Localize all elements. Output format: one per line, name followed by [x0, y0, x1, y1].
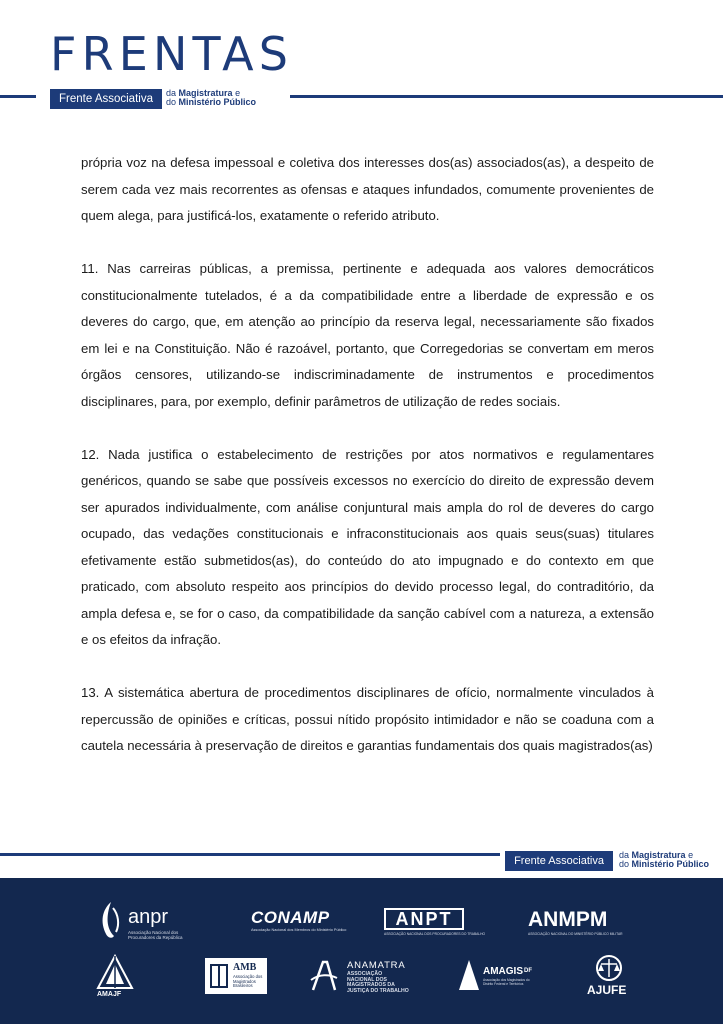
header-badge-label: Frente Associativa — [59, 93, 153, 105]
amajf-emblem-icon — [94, 954, 136, 992]
header-sub-e: e — [235, 88, 241, 98]
paragraph-13: 13. A sistemática abertura de procedimentos disciplinares de ofício, normalmente vinculados à repercussão de opiniões e críticas, possui nítido propósito intimidador e não se coaduna com a cautela necessária à preservação de direitos e garantias fundamentais dos quais magistrados(as) — [81, 685, 654, 753]
conamp-name: CONAMP — [251, 908, 330, 927]
anpr-logo — [98, 900, 193, 944]
anmpm-logo — [528, 908, 633, 938]
anamatra-tag: ASSOCIAÇÃO NACIONAL DOS MAGISTRADOS DA JUSTIÇA DO TRABALHO — [347, 971, 409, 995]
header-sub-magistratura: Magistratura — [178, 88, 233, 98]
footer-sub-magistratura: Magistratura — [631, 850, 686, 860]
anpr-name: anpr — [128, 906, 169, 928]
paragraph-11: 11. Nas carreiras públicas, a premissa, pertinente e adequada aos valores democráticos constitucionalmente tutelados, é a da compatibilidade entre a liberdade de expressão e os deveres do cargo, que, em atenção ao princípio da reserva legal, necessariamente são fixados em lei e na Constituição. Não é razoável, portanto, que Corregedorias se convertam em meros órgãos censores, utilizando-se indiscriminadamente de instrumentos e procedimentos disciplinares, para, por exemplo, definir parâmetros de utilização de redes sociais. — [81, 261, 654, 409]
footer-sub-do: do — [619, 859, 630, 870]
amajf-logo — [94, 954, 136, 1000]
anmpm-name: ANMPM — [528, 908, 608, 931]
anpt-tag: ASSOCIAÇÃO NACIONAL DOS PROCURADORES DO TRABALHO — [384, 932, 486, 936]
anamatra-logo — [309, 960, 409, 994]
anpt-name: ANPT — [395, 908, 453, 929]
amagis-name: AMAGIS — [483, 966, 523, 977]
anpr-tag: Associação Nacional dos Procuradores da República — [128, 930, 183, 940]
amagis-suffix: DF — [524, 968, 532, 974]
paragraph-12: 12. Nada justifica o estabelecimento de restrições por atos normativos e regulamentares genéricos, quando se sabe que possíveis excessos no exercício do direito de expressão devem ser apurados individualmente, com análise conjuntural mais ampla do rol de deveres do cargo ocupado, das vedações constitucionais e infraconstitucionais aos quais seus(suas) titulares efetivamente estão submetidos(as), do conteúdo do ato impugnado e do contexto em que praticado, com absoluto respeito aos princípios do devido processo legal, do contraditório, da ampla defesa e, se for o caso, da compatibilidade da sanção cabível com a natureza, a extensão e os efeitos da infração. — [81, 446, 654, 647]
association-logos-band — [0, 878, 723, 1024]
anamatra-emblem-icon — [309, 960, 339, 992]
ajufe-emblem-icon — [592, 954, 626, 982]
conamp-logo — [251, 908, 347, 934]
anpt-box — [384, 908, 464, 930]
amagis-logo — [458, 958, 536, 996]
footer-sub-e: e — [688, 850, 694, 860]
amb-logo — [205, 958, 267, 994]
header-sub-do: do — [166, 97, 177, 108]
amajf-name: AMAJF — [97, 991, 122, 998]
amb-tag: Associação dos Magistrados Brasileiros — [233, 974, 263, 989]
footer-rule — [0, 853, 500, 856]
anmpm-tag: ASSOCIAÇÃO NACIONAL DO MINISTÉRIO PÚBLICO MILITAR — [528, 932, 623, 936]
footer-sub-ministerio: Ministério Público — [631, 859, 710, 870]
logo-wordmark: FRENTAS — [50, 28, 295, 78]
paragraph-continuation: própria voz na defesa impessoal e coletiva dos interesses dos(as) associados(as), a despeito de serem cada vez mais recorrentes as ofensas e ataques infundados, comumente provenientes de quem alega, para justificá-los, exatamente o referido atributo. — [81, 155, 654, 223]
ajufe-logo — [586, 954, 632, 998]
anpr-emblem-icon — [98, 900, 124, 940]
amb-emblem-icon — [208, 961, 230, 991]
ajufe-name: AJUFE — [587, 983, 627, 997]
anamatra-name: ANAMATRA — [347, 960, 406, 971]
header-sub-da: da — [166, 88, 177, 98]
header-rule-right — [290, 95, 723, 98]
footer-badge-label: Frente Associativa — [514, 855, 604, 867]
footer-sub-da: da — [619, 850, 630, 860]
footer-badge-subtitle — [619, 851, 709, 870]
anpt-logo — [384, 908, 486, 938]
footer-badge — [505, 851, 613, 871]
header-rule-left — [0, 95, 36, 98]
amagis-tag: Associação dos Magistrados do Distrito Federal e Territórios — [483, 978, 530, 986]
frentas-logo — [50, 28, 300, 78]
amb-name: AMB — [233, 962, 257, 973]
header-badge-subtitle — [166, 89, 256, 108]
header-badge — [50, 89, 162, 109]
conamp-tag: Associação Nacional dos Membros do Ministério Público — [251, 928, 347, 932]
amagis-emblem-icon — [458, 958, 480, 992]
header-sub-ministerio: Ministério Público — [178, 97, 257, 108]
document-body — [81, 150, 654, 786]
